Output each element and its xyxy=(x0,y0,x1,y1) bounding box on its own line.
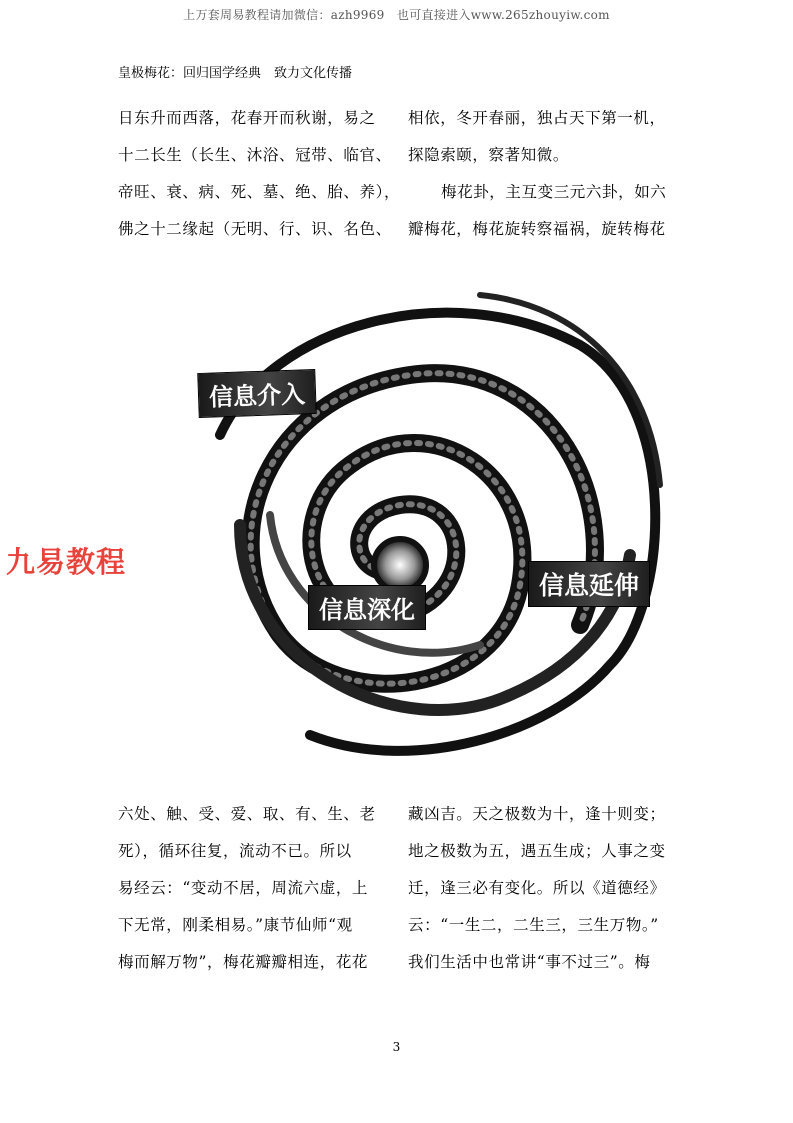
page-header: 皇极梅花：回归国学经典 致力文化传播 xyxy=(118,66,353,81)
page-number: 3 xyxy=(392,1040,401,1054)
spiral-graphic xyxy=(150,285,670,785)
text-line: 我们生活中也常讲“事不过三”。梅 xyxy=(408,953,651,971)
text-column-bottom-right xyxy=(408,796,666,981)
text-line: 梅花卦，主互变三元六卦，如六 xyxy=(441,183,667,201)
top-banner: 上万套周易教程请加微信：azh9969 也可直接进入www.265zhouyiw.com xyxy=(183,8,610,22)
text-line: 梅而解万物”，梅花瓣瓣相连，花花 xyxy=(118,953,369,971)
text-column-bottom-left xyxy=(118,796,376,981)
text-column-top-right xyxy=(408,100,666,248)
text-line: 死），循环往复，流动不已。所以 xyxy=(118,842,352,860)
spiral-figure xyxy=(150,285,670,785)
text-line: 帝旺、衰、病、死、墓、绝、胎、养）， xyxy=(118,183,401,201)
text-line: 探隐索颐，察著知微。 xyxy=(408,146,570,164)
text-line: 迁，逢三必有变化。所以《道德经》 xyxy=(408,879,666,897)
text-line: 佛之十二缘起（无明、行、识、名色、 xyxy=(118,220,392,238)
tag-information-deepening: 信息深化 xyxy=(308,585,426,630)
text-line: 日东升而西落，花春开而秋谢，易之 xyxy=(118,109,376,127)
text-line: 下无常，刚柔相易。”康节仙师“观 xyxy=(118,916,353,934)
text-line: 云：“一生二，二生三，三生万物。” xyxy=(408,916,659,934)
text-line: 地之极数为五，遇五生成；人事之变 xyxy=(408,842,666,860)
watermark-label: 九易教程 xyxy=(6,545,127,579)
text-line: 相依，冬开春丽，独占天下第一机， xyxy=(408,109,666,127)
spiral-core xyxy=(374,539,426,591)
spiral-arm xyxy=(251,373,595,683)
tag-information-intervention: 信息介入 xyxy=(197,369,316,418)
text-line: 藏凶吉。天之极数为十，逢十则变； xyxy=(408,805,666,823)
tag-information-extension: 信息延伸 xyxy=(528,561,650,607)
text-line: 十二长生（长生、沐浴、冠带、临官、 xyxy=(118,146,392,164)
text-line: 瓣梅花，梅花旋转察福祸，旋转梅花 xyxy=(408,220,666,238)
text-column-top-left xyxy=(118,100,400,248)
text-line: 易经云：“变动不居，周流六虚，上 xyxy=(118,879,369,897)
text-line: 六处、触、受、爱、取、有、生、老 xyxy=(118,805,376,823)
